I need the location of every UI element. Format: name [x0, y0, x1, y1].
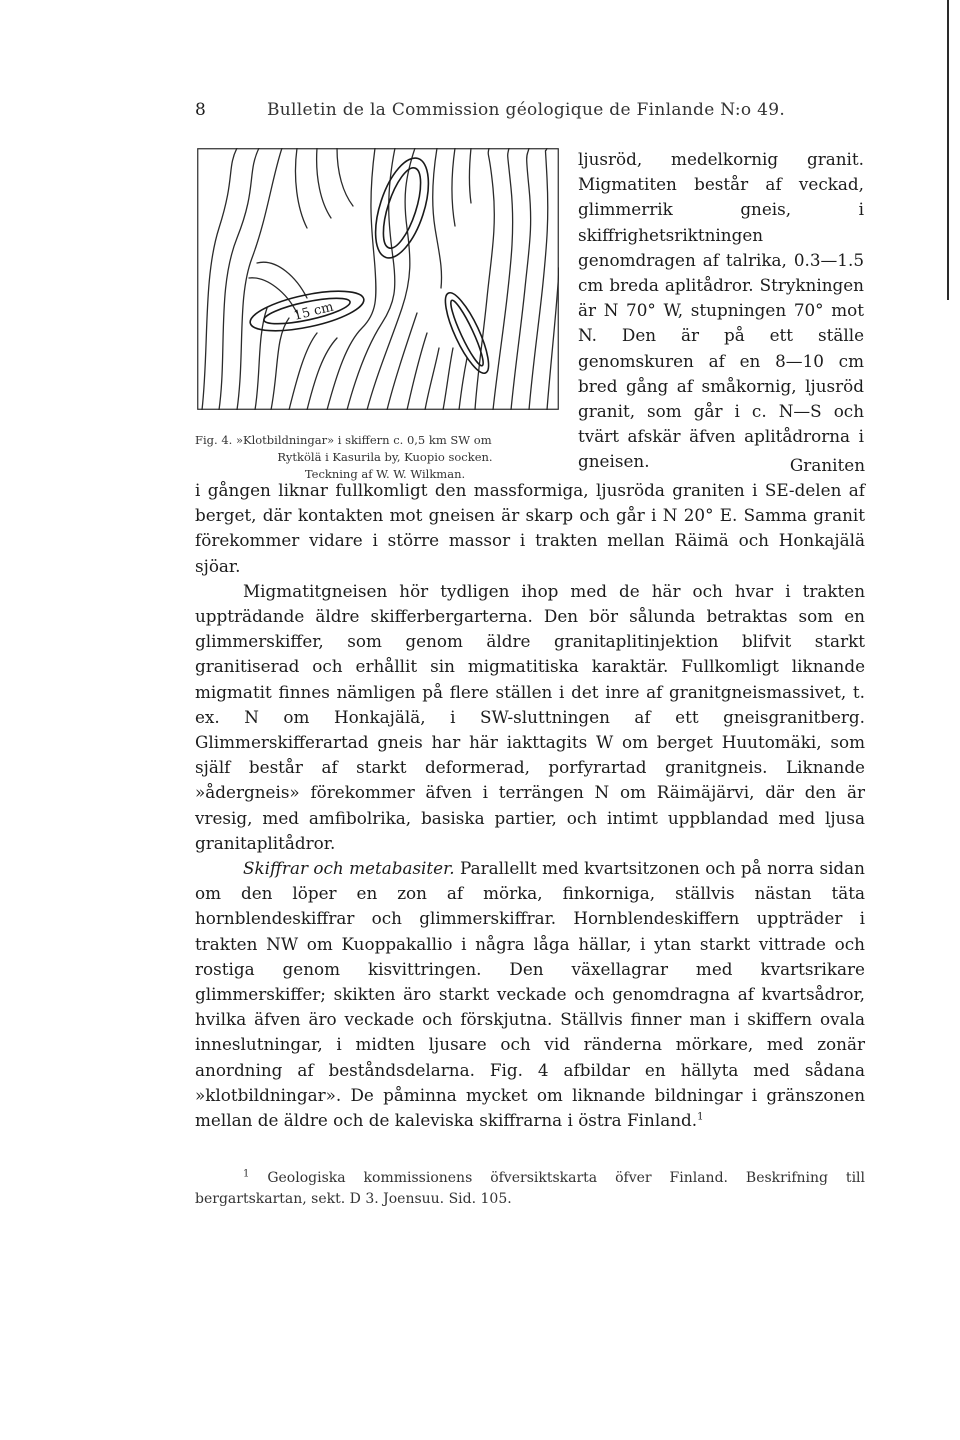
caption-line-1: Fig. 4. »Klotbildningar» i skiffern c. 0,5 km SW om	[195, 433, 492, 447]
figure-4-drawing	[197, 148, 559, 410]
scale-label: 15 cm	[292, 299, 336, 324]
paragraph-1-lead: Graniten	[789, 454, 865, 475]
paragraph-3-text: Parallellt med kvartsitzonen och på norra sidan om den löper en zon af mörka, finkorniga, ställvis nästan täta hornblendeskiffrar och glimmerskiffrar. Hornblendeskiffern uppträder i trakten NW om Kuoppakallio i några låga hällar, i ytan starkt vittrade och rostiga genom kisvittringen. Den växellagrar med kvartsrikare glimmerskiffer; skikten äro starkt veckade och genomdragna af kvartsådror, hvilka äfven äro veckade och förskjutna. Ställvis finner man i skiffern ovala inneslutningar, i midten ljusare och vid ränderna mörkare, med zonär anordning af beståndsdelarna. Fig. 4 afbildar en hällyta med sådana »klotbildningar». De påminna mycket om liknande bildningar i gränszonen mellan de äldre och de kaleviska skiffrarna i östra Finland.	[195, 858, 865, 1131]
footnote	[195, 1168, 865, 1210]
page-number: 8	[195, 100, 207, 120]
caption-line-3: Teckning af W. W. Wilkman.	[304, 467, 466, 481]
paragraph-2: Migmatitgneisen hör tydligen ihop med de här och hvar i trakten uppträdande äldre skifferbergarterna. Den bör sålunda betraktas som en glimmerskiffer, som genom äldre granitaplitinjektion blifvit starkt granitiserad och erhållit sin migmatitiska karaktär. Fullkomligt liknande migmatit finnes nämligen på flere ställen i det inre af granitgneismassivet, t. ex. N om Honkajälä, i SW-sluttningen af ett gneisgranitberg. Glimmerskifferartad gneis har här iakttagits W om berget Huutomäki, som själf består af starkt deformerad, porfyrartad granitgneis. Liknande »ådergneis» förekommer äfven i terrängen N om Räimäjärvi, där den är vresig, med amfibolrika, basiska partier, och intimt uppblandad med ljusa granitaplitådror.	[195, 580, 865, 853]
footnote-reference: 1	[697, 1111, 704, 1123]
page-edge-line	[947, 0, 949, 300]
caption-line-2: Rytkölä i Kasurila by, Kuopio socken.	[277, 450, 493, 464]
klotbildningar-sketch	[197, 148, 559, 410]
side-column-text	[578, 147, 864, 475]
paragraph-3	[195, 856, 865, 1133]
footnote-mark: 1	[243, 1168, 250, 1180]
side-paragraph: ljusröd, medelkornig granit. Migmatiten består af veckad, glimmerrik gneis, i skiffrighetsriktningen genomdragen af talrika, 0.3—1.5 cm breda aplitådror. Strykningen är N 70° W, stupningen 70° mot N. Den är på ett ställe genomskuren af en 8—10 cm bred gång af småkornig, ljusröd granit, som går i c. N—S och tvärt afskär äfven aplitådrorna i gneisen.	[578, 149, 864, 472]
section-heading: Skiffrar och metabasiter.	[243, 858, 455, 879]
footnote-text: Geologiska kommissionens öfversiktskarta öfver Finland. Beskrifning till bergartskartan, sekt. D 3. Joensuu. Sid. 105.	[195, 1170, 865, 1207]
paragraph-1: i gången liknar fullkomligt den massformiga, ljusröda graniten i SE-delen af berget, där kontakten mot gneisen är skarp och går i N 20° E. Samma granit förekommer vidare i större massor i trakten mellan Räimä och Honkajälä sjöar.	[195, 480, 865, 576]
running-title: Bulletin de la Commission géologique de Finlande N:o 49.	[267, 100, 786, 120]
